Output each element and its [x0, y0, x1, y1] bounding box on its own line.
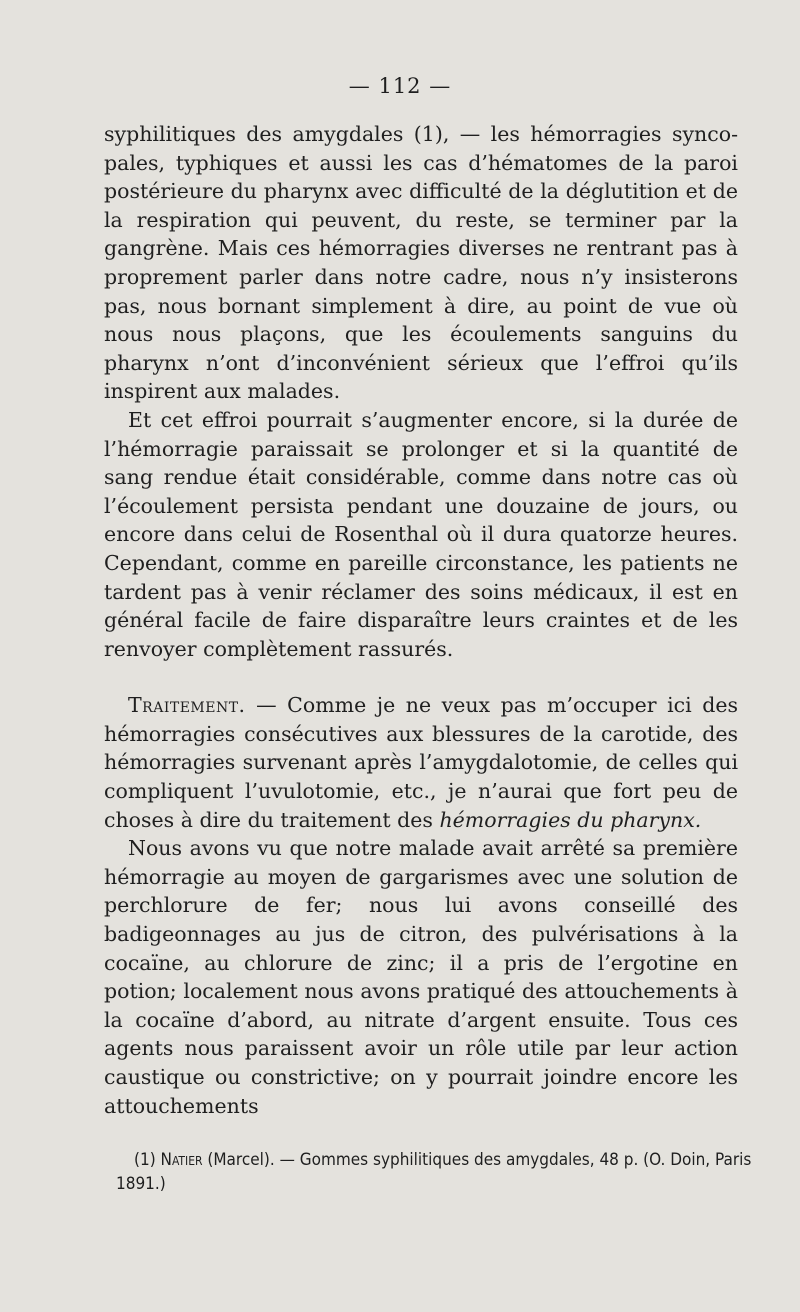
paragraph-4: Nous avons vu que notre malade avait arrêté sa première hémorragie au moyen de gargarismes avec une solution de perchlorure de fer; nous lui avons conseillé des badigeonnages au jus de citron, des pulvérisations à la cocaïne, au chlorure de zinc; il a pris de l’ergotine en potion; localement nous avons pratiqué des attouchements à la cocaïne d’abord, au nitrate d’argent ensuite. Tous ces agents nous paraissent avoir un rôle utile par leur action caustique ou constrictive; on y pourrait joindre encore les attouchements: [104, 836, 738, 1118]
paragraph-treatment: [104, 691, 738, 834]
treatment-italic: hémorragies du pharynx.: [439, 807, 702, 832]
footnote-text: (Marcel). — Gommes syphilitiques des amygdales, 48 p. (O. Doin, Paris 1891.): [116, 1150, 752, 1194]
treatment-text: — Comme je ne veux pas m’occuper ici des hémorragies consécutives aux blessures de la carotide, des hémorragies survenant après l’amygdalotomie, de celles qui compliquent l’uvulotomie, etc., je n’aurai que fort peu de choses à dire du traitement des: [104, 693, 738, 832]
footnote-author: Natier: [160, 1150, 203, 1170]
footnote-marker: (1): [134, 1150, 156, 1170]
main-text: [104, 120, 738, 1120]
footnote: [116, 1148, 756, 1196]
paragraph-1: syphilitiques des amygdales (1), — les hémorragies synco-pales, typhiques et aussi les cas d’hématomes de la paroi postérieure du pharynx avec difficulté de la déglutition et de la respiration qui peuvent, du reste, se terminer par la gangrène. Mais ces hémorragies diverses ne rentrant pas à proprement parler dans notre cadre, nous n’y insisterons pas, nous bornant simplement à dire, au point de vue où nous nous plaçons, que les écoulements sanguins du pharynx n’ont d’inconvénient sérieux que l’effroi qu’ils inspirent aux malades.: [104, 122, 738, 404]
section-heading: Traitement.: [128, 693, 246, 718]
paragraph-2: Et cet effroi pourrait s’augmenter encore, si la durée de l’hémorragie paraissait se prolonger et si la quantité de sang rendue était considérable, comme dans notre cas où l’écoulement persista pendant une douzaine de jours, ou encore dans celui de Rosenthal où il dura quatorze heures. Cependant, comme en pareille circonstance, les patients ne tardent pas à venir réclamer des soins médicaux, il est en général facile de faire disparaître leurs craintes et de les renvoyer complètement rassurés.: [104, 407, 738, 661]
page-number: — 112 —: [348, 74, 452, 98]
